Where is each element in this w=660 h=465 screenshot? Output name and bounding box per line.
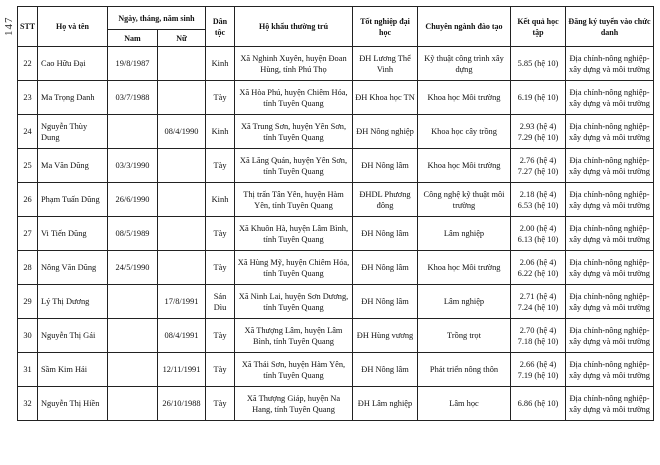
table-row <box>18 353 654 387</box>
cell-dob-female: 26/10/1988 <box>158 387 206 421</box>
cell-residence: Xã Thái Sơn, huyện Hàm Yên, tỉnh Tuyên Quang <box>235 353 353 387</box>
cell-stt: 25 <box>18 149 38 183</box>
cell-residence: Xã Lăng Quán, huyện Yên Sơn, tỉnh Tuyên Quang <box>235 149 353 183</box>
table-row <box>18 149 654 183</box>
cell-university: ĐH Nông lâm <box>353 285 418 319</box>
table-row <box>18 115 654 149</box>
cell-stt: 31 <box>18 353 38 387</box>
cell-residence: Xã Nghinh Xuyên, huyện Đoan Hùng, tỉnh Phú Thọ <box>235 47 353 81</box>
header-dob: Ngày, tháng, năm sinh <box>108 7 206 30</box>
cell-ethnicity: Tày <box>206 81 235 115</box>
cell-position: Địa chính-nông nghiệp-xây dựng và môi trường <box>566 149 654 183</box>
cell-major: Khoa học Môi trường <box>418 251 511 285</box>
cell-result: 2.71 (hệ 4) 7.24 (hệ 10) <box>511 285 566 319</box>
cell-major: Khoa học Môi trường <box>418 81 511 115</box>
cell-dob-female: 08/4/1991 <box>158 319 206 353</box>
cell-major: Lâm nghiệp <box>418 285 511 319</box>
candidate-table <box>17 6 654 421</box>
cell-dob-female <box>158 217 206 251</box>
cell-dob-male <box>108 319 158 353</box>
cell-name: Lý Thị Dương <box>38 285 108 319</box>
table-body <box>18 47 654 421</box>
cell-university: ĐH Nông nghiệp <box>353 115 418 149</box>
cell-ethnicity: Tày <box>206 319 235 353</box>
cell-stt: 30 <box>18 319 38 353</box>
header-female: Nữ <box>158 30 206 47</box>
cell-stt: 24 <box>18 115 38 149</box>
cell-major: Lâm học <box>418 387 511 421</box>
table-row <box>18 285 654 319</box>
cell-university: ĐH Nông lâm <box>353 251 418 285</box>
cell-position: Địa chính-nông nghiệp-xây dựng và môi trường <box>566 353 654 387</box>
cell-name: Nông Văn Dũng <box>38 251 108 285</box>
cell-dob-female: 17/8/1991 <box>158 285 206 319</box>
cell-position: Địa chính-nông nghiệp-xây dựng và môi trường <box>566 387 654 421</box>
cell-name: Cao Hữu Đại <box>38 47 108 81</box>
header-male: Nam <box>108 30 158 47</box>
cell-ethnicity: Tày <box>206 217 235 251</box>
cell-dob-male: 03/7/1988 <box>108 81 158 115</box>
cell-dob-male: 24/5/1990 <box>108 251 158 285</box>
cell-ethnicity: Kinh <box>206 115 235 149</box>
table-row <box>18 387 654 421</box>
cell-ethnicity: Tày <box>206 353 235 387</box>
cell-position: Địa chính-nông nghiệp-xây dựng và môi trường <box>566 47 654 81</box>
cell-university: ĐHDL Phương đông <box>353 183 418 217</box>
cell-major: Phát triển nông thôn <box>418 353 511 387</box>
cell-stt: 23 <box>18 81 38 115</box>
cell-residence: Xã Thượng Lâm, huyện Lâm Bình, tỉnh Tuyên Quang <box>235 319 353 353</box>
cell-name: Phạm Tuấn Dũng <box>38 183 108 217</box>
cell-stt: 26 <box>18 183 38 217</box>
header-result: Kết quả học tập <box>511 7 566 47</box>
cell-result: 2.76 (hệ 4) 7.27 (hệ 10) <box>511 149 566 183</box>
cell-position: Địa chính-nông nghiệp-xây dựng và môi trường <box>566 285 654 319</box>
cell-dob-female <box>158 81 206 115</box>
cell-result: 2.70 (hệ 4) 7.18 (hệ 10) <box>511 319 566 353</box>
cell-dob-male: 26/6/1990 <box>108 183 158 217</box>
cell-result: 2.06 (hệ 4) 6.22 (hệ 10) <box>511 251 566 285</box>
cell-name: Ma Văn Dũng <box>38 149 108 183</box>
cell-residence: Xã Hòa Phú, huyện Chiêm Hóa, tỉnh Tuyên Quang <box>235 81 353 115</box>
cell-result: 2.93 (hệ 4) 7.29 (hệ 10) <box>511 115 566 149</box>
cell-university: ĐH Nông lâm <box>353 217 418 251</box>
cell-university: ĐH Hùng vương <box>353 319 418 353</box>
cell-dob-male <box>108 387 158 421</box>
cell-result: 6.19 (hệ 10) <box>511 81 566 115</box>
cell-dob-female <box>158 149 206 183</box>
header-position: Đăng ký tuyển vào chức danh <box>566 7 654 47</box>
cell-university: ĐH Lương Thế Vinh <box>353 47 418 81</box>
cell-name: Nguyễn Thị Hiền <box>38 387 108 421</box>
header-major: Chuyên ngành đào tạo <box>418 7 511 47</box>
cell-result: 2.66 (hệ 4) 7.19 (hệ 10) <box>511 353 566 387</box>
cell-residence: Xã Ninh Lai, huyện Sơn Dương, tỉnh Tuyên Quang <box>235 285 353 319</box>
cell-major: Trồng trọt <box>418 319 511 353</box>
cell-major: Lâm nghiệp <box>418 217 511 251</box>
table-row <box>18 47 654 81</box>
cell-residence: Xã Khuôn Hà, huyện Lâm Bình, tỉnh Tuyên Quang <box>235 217 353 251</box>
cell-position: Địa chính-nông nghiệp-xây dựng và môi trường <box>566 251 654 285</box>
cell-dob-male: 03/3/1990 <box>108 149 158 183</box>
cell-stt: 29 <box>18 285 38 319</box>
cell-ethnicity: Tày <box>206 149 235 183</box>
cell-major: Khoa học Môi trường <box>418 149 511 183</box>
cell-position: Địa chính-nông nghiệp-xây dựng và môi trường <box>566 319 654 353</box>
table-row <box>18 183 654 217</box>
cell-name: Nguyễn Thùy Dung <box>38 115 108 149</box>
cell-university: ĐH Nông lâm <box>353 149 418 183</box>
table-row <box>18 217 654 251</box>
table-row <box>18 319 654 353</box>
cell-position: Địa chính-nông nghiệp-xây dựng và môi trường <box>566 217 654 251</box>
cell-ethnicity: Kinh <box>206 183 235 217</box>
cell-university: ĐH Lâm nghiệp <box>353 387 418 421</box>
cell-ethnicity: Tày <box>206 251 235 285</box>
header-name: Họ và tên <box>38 7 108 47</box>
header-residence: Hộ khẩu thường trú <box>235 7 353 47</box>
cell-residence: Thị trấn Tân Yên, huyện Hàm Yên, tỉnh Tuyên Quang <box>235 183 353 217</box>
table-row <box>18 251 654 285</box>
cell-dob-female <box>158 251 206 285</box>
cell-dob-male <box>108 115 158 149</box>
cell-result: 2.00 (hệ 4) 6.13 (hệ 10) <box>511 217 566 251</box>
table-row <box>18 81 654 115</box>
cell-stt: 32 <box>18 387 38 421</box>
cell-stt: 27 <box>18 217 38 251</box>
cell-major: Kỹ thuật công trình xây dựng <box>418 47 511 81</box>
cell-name: Sầm Kim Hải <box>38 353 108 387</box>
header-ethnicity: Dân tộc <box>206 7 235 47</box>
cell-result: 5.85 (hệ 10) <box>511 47 566 81</box>
cell-dob-female <box>158 183 206 217</box>
cell-position: Địa chính-nông nghiệp-xây dựng và môi trường <box>566 183 654 217</box>
cell-university: ĐH Nông lâm <box>353 353 418 387</box>
cell-result: 6.86 (hệ 10) <box>511 387 566 421</box>
cell-dob-male <box>108 285 158 319</box>
cell-residence: Xã Thượng Giáp, huyện Na Hang, tỉnh Tuyên Quang <box>235 387 353 421</box>
cell-position: Địa chính-nông nghiệp-xây dựng và môi trường <box>566 81 654 115</box>
cell-ethnicity: Sán Dìu <box>206 285 235 319</box>
cell-major: Công nghệ kỹ thuật môi trường <box>418 183 511 217</box>
cell-ethnicity: Kinh <box>206 47 235 81</box>
cell-dob-female <box>158 47 206 81</box>
page-mark: 147 <box>3 16 15 36</box>
cell-ethnicity: Tày <box>206 387 235 421</box>
cell-dob-male: 19/8/1987 <box>108 47 158 81</box>
cell-dob-female: 08/4/1990 <box>158 115 206 149</box>
header-university: Tốt nghiệp đại học <box>353 7 418 47</box>
cell-stt: 28 <box>18 251 38 285</box>
cell-dob-male <box>108 353 158 387</box>
cell-result: 2.18 (hệ 4) 6.53 (hệ 10) <box>511 183 566 217</box>
cell-position: Địa chính-nông nghiệp-xây dựng và môi trường <box>566 115 654 149</box>
cell-residence: Xã Trung Sơn, huyện Yên Sơn, tỉnh Tuyên Quang <box>235 115 353 149</box>
cell-stt: 22 <box>18 47 38 81</box>
cell-name: Nguyễn Thị Gái <box>38 319 108 353</box>
header-stt: STT <box>18 7 38 47</box>
cell-name: Ma Trọng Danh <box>38 81 108 115</box>
cell-name: Vi Tiến Dũng <box>38 217 108 251</box>
header-row <box>18 7 654 30</box>
cell-dob-female: 12/11/1991 <box>158 353 206 387</box>
cell-university: ĐH Khoa học TN <box>353 81 418 115</box>
cell-major: Khoa học cây trồng <box>418 115 511 149</box>
cell-dob-male: 08/5/1989 <box>108 217 158 251</box>
cell-residence: Xã Hùng Mỹ, huyện Chiêm Hóa, tỉnh Tuyên Quang <box>235 251 353 285</box>
